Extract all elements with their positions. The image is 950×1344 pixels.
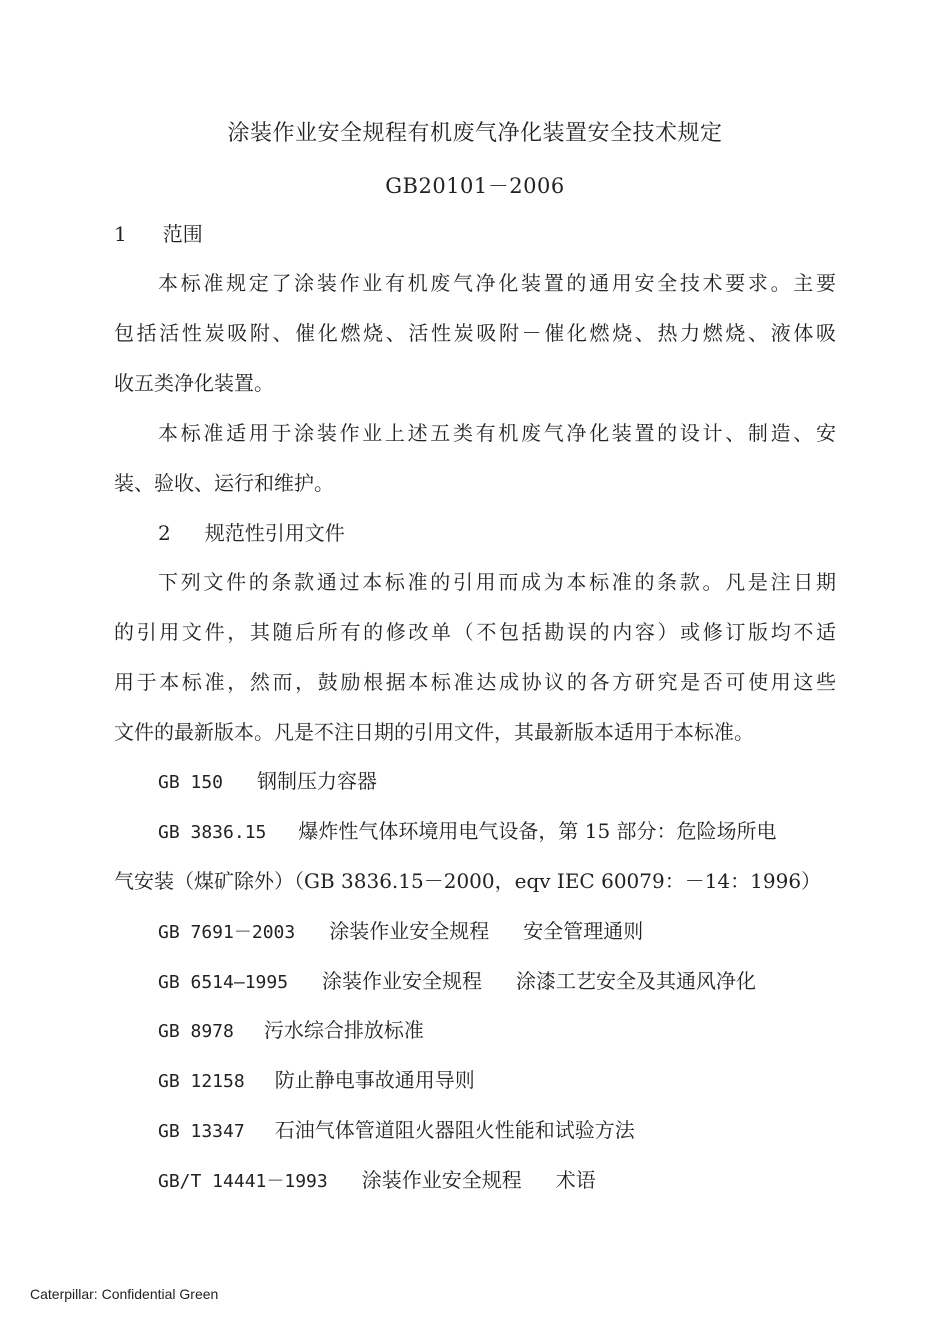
reference-title: 涂装作业安全规程 <box>361 1168 522 1192</box>
section-2-heading <box>158 518 836 548</box>
reference-title: 防止静电事故通用导则 <box>274 1068 475 1092</box>
reference-title: 涂装作业安全规程 <box>329 919 490 943</box>
paragraph-line: 收五类净化装置。 <box>114 371 274 395</box>
section-1-heading <box>114 219 836 249</box>
reference-item <box>158 966 756 998</box>
reference-item <box>158 766 377 798</box>
paragraph-line: 的引用文件，其随后所有的修改单（不包括勘误的内容）或修订版均不适 <box>114 620 836 644</box>
paragraph-line: 下列文件的条款通过本标准的引用而成为本标准的条款。凡是注日期 <box>158 570 836 594</box>
reference-continuation: 气安装（煤矿除外）（GB 3836.15－2000，eqv IEC 60079：－14：1996） <box>114 869 822 893</box>
reference-subtitle: 术语 <box>555 1168 596 1192</box>
reference-item <box>158 1115 635 1147</box>
reference-title: 石油气体管道阻火器阻火性能和试验方法 <box>274 1118 635 1142</box>
reference-code: GB 12158 <box>158 1071 245 1092</box>
paragraph-line: 本标准规定了涂装作业有机废气净化装置的通用安全技术要求。主要 <box>158 271 836 295</box>
section-2-number: 2 <box>158 521 171 545</box>
reference-item <box>158 1015 424 1047</box>
reference-code: GB/T 14441－1993 <box>158 1171 328 1192</box>
reference-code: GB 150 <box>158 772 224 793</box>
reference-code: GB 3836.15 <box>158 822 267 843</box>
section-2-title: 规范性引用文件 <box>204 521 345 545</box>
section-1-number: 1 <box>114 222 127 246</box>
reference-item <box>158 916 643 948</box>
reference-title: 爆炸性气体环境用电气设备，第 15 部分：危险场所电 <box>298 819 777 843</box>
reference-title: 涂装作业安全规程 <box>322 969 483 993</box>
reference-title: 污水综合排放标准 <box>263 1018 424 1042</box>
reference-code: GB 6514—1995 <box>158 972 289 993</box>
paragraph-line: 本标准适用于涂装作业上述五类有机废气净化装置的设计、制造、安 <box>158 421 836 445</box>
reference-code: GB 7691－2003 <box>158 922 296 943</box>
confidentiality-footer: Caterpillar: Confidential Green <box>30 1286 219 1302</box>
reference-item <box>158 816 836 848</box>
paragraph-line: 包括活性炭吸附、催化燃烧、活性炭吸附－催化燃烧、热力燃烧、液体吸 <box>114 321 836 345</box>
document-title: 涂装作业安全规程有机废气净化装置安全技术规定 <box>227 121 723 146</box>
reference-subtitle: 涂漆工艺安全及其通风净化 <box>516 969 757 993</box>
reference-subtitle: 安全管理通则 <box>523 919 644 943</box>
reference-code: GB 13347 <box>158 1121 245 1142</box>
section-1-title: 范围 <box>162 222 203 246</box>
document-code: GB20101－2006 <box>385 174 565 198</box>
paragraph-line: 用于本标准，然而，鼓励根据本标准达成协议的各方研究是否可使用这些 <box>114 670 836 694</box>
paragraph-line: 装、验收、运行和维护。 <box>114 471 334 495</box>
reference-title: 钢制压力容器 <box>257 769 378 793</box>
reference-item <box>158 1165 596 1197</box>
paragraph-line: 文件的最新版本。凡是不注日期的引用文件，其最新版本适用于本标准。 <box>114 720 754 744</box>
reference-item <box>158 1065 475 1097</box>
reference-code: GB 8978 <box>158 1021 234 1042</box>
